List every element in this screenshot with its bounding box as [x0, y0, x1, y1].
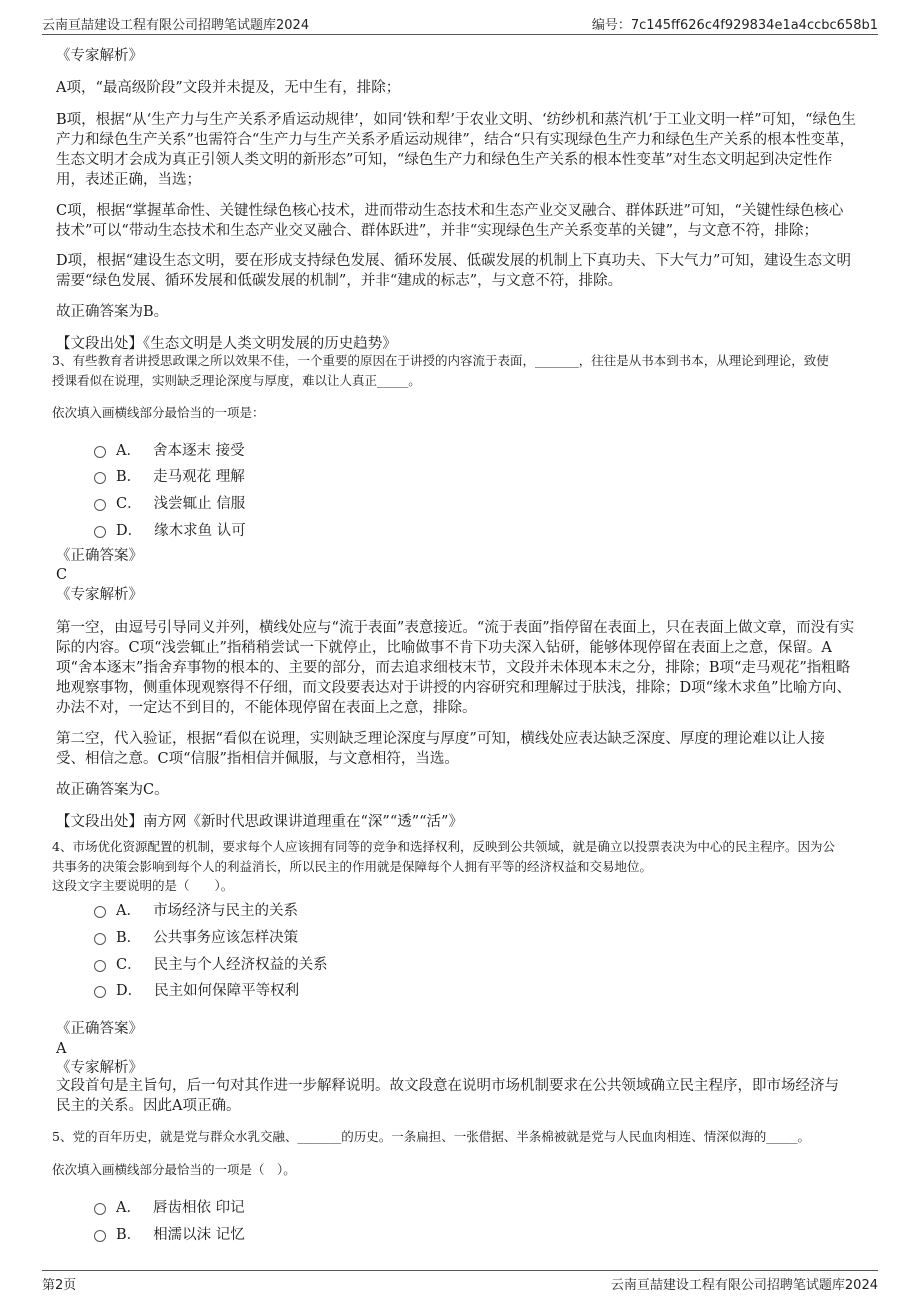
q3-answer-label: 《正确答案》: [56, 548, 143, 564]
radio-button-icon[interactable]: [94, 986, 106, 998]
q2-analysis-a: A项，“最高级阶段”文段并未提及，无中生有，排除；: [56, 80, 401, 96]
page-number: 第2页: [42, 1277, 77, 1293]
option-letter: D．: [116, 523, 143, 539]
radio-button-icon[interactable]: [94, 446, 106, 458]
q4-answer: A: [56, 1041, 67, 1057]
q3-prompt: 依次填入画横线部分最恰当的一项是：: [52, 405, 265, 420]
option-letter: B．: [116, 930, 142, 946]
option-text: 唇齿相依 印记: [152, 1200, 245, 1216]
q3-analysis-line: 第二空，代入验证，根据“看似在说理，实则缺乏理论深度与厚度”可知，横线处应表达缺乏深度、厚度的理论难以让人接: [56, 731, 825, 747]
option-text: 市场经济与民主的关系: [152, 903, 298, 919]
option-letter: A．: [116, 903, 141, 919]
q3-analysis-line: 受、相信之意。C项“信服”指相信并佩服，与文意相符，当选。: [56, 751, 459, 767]
q3-analysis-line: 际的内容。C项“浅尝辄止”指稍稍尝试一下就停止，比喻做事不肯下功夫深入钻研，能够体现停留在表面上之意，保留。A: [56, 640, 832, 656]
radio-button-icon[interactable]: [94, 526, 106, 538]
q5-option-a[interactable]: [94, 1196, 245, 1217]
q4-answer-label: 《正确答案》: [56, 1021, 143, 1037]
q3-source: 【文段出处】南方网《新时代思政课讲道理重在“深”“透”“活”》: [56, 814, 463, 830]
q2-source: 【文段出处】《生态文明是人类文明发展的历史趋势》: [56, 336, 397, 352]
q3-analysis-line: 项“舍本逐末”指舍弃事物的根本的、主要的部分，而去追求细枝末节，文段并未体现本末之分，排除；B项“走马观花”指粗略: [56, 660, 851, 676]
option-letter: A．: [116, 1200, 141, 1216]
q2-analysis-b-line: 产力和绿色生产关系”也需符合“生产力与生产关系矛盾运动规律”，结合“只有实现绿色生产力和绿色生产关系的根本性变革，: [56, 132, 855, 148]
option-text: 相濡以沫 记忆: [153, 1227, 245, 1243]
q4-analysis-line: 文段首句是主旨句，后一句对其作进一步解释说明。故文段意在说明市场机制要求在公共领域确立民主程序，即市场经济与: [56, 1078, 839, 1094]
q2-conclusion: 故正确答案为B。: [56, 304, 169, 320]
q4-option-d[interactable]: [94, 979, 299, 1000]
radio-button-icon[interactable]: [94, 499, 106, 511]
q4-analysis-label: 《专家解析》: [56, 1060, 143, 1076]
option-letter: C．: [116, 957, 142, 973]
q2-analysis-d-line: D项，根据“建设生态文明，要在形成支持绿色发展、循环发展、低碳发展的机制上下真功夫、下大气力”可知，建设生态文明: [56, 253, 851, 269]
page-footer: [42, 1270, 878, 1292]
q3-analysis-line: 办法不对，一定达不到目的，不能体现停留在表面上之意，排除。: [56, 700, 477, 716]
option-text: 公共事务应该怎样决策: [153, 930, 299, 946]
q3-stem-line: 3、有些教育者讲授思政课之所以效果不佳，一个重要的原因在于讲授的内容流于表面，_______，往往是从书本到书本，从理论到理论，致使: [52, 353, 829, 368]
radio-button-icon[interactable]: [94, 1203, 106, 1215]
header-title: 云南亘喆建设工程有限公司招聘笔试题库2024: [42, 17, 310, 33]
q5-stem: 5、党的百年历史，就是党与群众水乳交融、_______的历史。一条扁担、一张借据、半条棉被就是党与人民血肉相连、情深似海的_____。: [52, 1129, 810, 1144]
footer-title: 云南亘喆建设工程有限公司招聘笔试题库2024: [610, 1277, 878, 1293]
q3-answer: C: [56, 567, 68, 583]
q4-stem-line: 共事务的决策会影响到每个人的利益消长，所以民主的作用就是保障每个人拥有平等的经济权益和交易地位。: [52, 859, 653, 874]
radio-button-icon[interactable]: [94, 472, 106, 484]
option-letter: A．: [116, 443, 141, 459]
q2-analysis-label: 《专家解析》: [56, 48, 143, 64]
radio-button-icon[interactable]: [94, 906, 106, 918]
q4-option-c[interactable]: [94, 953, 328, 974]
option-letter: C．: [116, 496, 142, 512]
q2-analysis-b-line: 用，表述正确，当选；: [56, 172, 201, 188]
header-serial-number: 编号：7c145ff626c4f929834e1a4ccbc658b1: [591, 17, 878, 33]
q3-analysis-line: 第一空，由逗号引导同义并列，横线处应与“流于表面”表意接近。“流于表面”指停留在表面上，只在表面上做文章，而没有实: [56, 620, 855, 636]
option-text: 浅尝辄止 信服: [153, 496, 246, 512]
q2-analysis-b-line: B项，根据“从‘生产力与生产关系矛盾运动规律’，如同‘铁和犁’于农业文明、‘纺纱机和蒸汽机’于工业文明一样”可知，“绿色生: [56, 112, 857, 128]
q2-analysis-b-line: 生态文明才会成为真正引领人类文明的新形态”可知，“绿色生产力和绿色生产关系的根本性变革”对生态文明起到决定性作: [56, 152, 833, 168]
q2-analysis-c-line: 技术”可以“带动生态技术和生态产业交叉融合、群体跃进”，并非“实现绿色生产关系变革的关键”，与文意不符，排除；: [56, 223, 819, 239]
q2-analysis-c-line: C项，根据“掌握革命性、关键性绿色核心技术，进而带动生态技术和生态产业交叉融合、群体跃进”可知，“关键性绿色核心: [56, 203, 844, 219]
q3-option-d[interactable]: [94, 519, 246, 540]
q3-option-a[interactable]: [94, 439, 245, 460]
option-letter: D．: [116, 983, 143, 999]
option-letter: B．: [116, 469, 142, 485]
q4-option-b[interactable]: [94, 926, 298, 947]
q3-option-c[interactable]: [94, 492, 245, 513]
radio-button-icon[interactable]: [94, 960, 106, 972]
q3-analysis-line: 地观察事物，侧重体现观察得不仔细，而文段要表达对于讲授的内容研究和理解过于肤浅，排除；D项“缘木求鱼”比喻方向、: [56, 680, 851, 696]
q4-option-a[interactable]: [94, 899, 298, 920]
q3-stem-line: 授课看似在说理，实则缺乏理论深度与厚度，难以让人真正_____。: [52, 373, 421, 388]
radio-button-icon[interactable]: [94, 933, 106, 945]
q4-stem-line: 这段文字主要说明的是（ ）。: [52, 878, 234, 893]
page-header: [42, 14, 878, 35]
option-text: 缘木求鱼 认可: [154, 523, 246, 539]
radio-button-icon[interactable]: [94, 1230, 106, 1242]
q4-stem-line: 4、市场优化资源配置的机制，要求每个人应该拥有同等的竞争和选择权利，反映到公共领域，就是确立以投票表决为中心的民主程序。因为公: [52, 839, 835, 854]
q3-analysis-label: 《专家解析》: [56, 587, 143, 603]
q4-analysis-line: 民主的关系。因此A项正确。: [56, 1098, 241, 1114]
option-text: 民主如何保障平等权利: [154, 983, 300, 999]
option-text: 舍本逐末 接受: [152, 443, 245, 459]
option-letter: B．: [116, 1227, 142, 1243]
q5-option-b[interactable]: [94, 1223, 245, 1244]
option-text: 民主与个人经济权益的关系: [153, 957, 328, 973]
option-text: 走马观花 理解: [153, 469, 245, 485]
q2-analysis-d-line: 需要“绿色发展、循环发展和低碳发展的机制”，并非“建成的标志”，与文意不符，排除。: [56, 273, 623, 289]
q3-conclusion: 故正确答案为C。: [56, 782, 169, 798]
q3-option-b[interactable]: [94, 465, 245, 486]
q5-prompt: 依次填入画横线部分最恰当的一项是（ ）。: [52, 1162, 296, 1177]
